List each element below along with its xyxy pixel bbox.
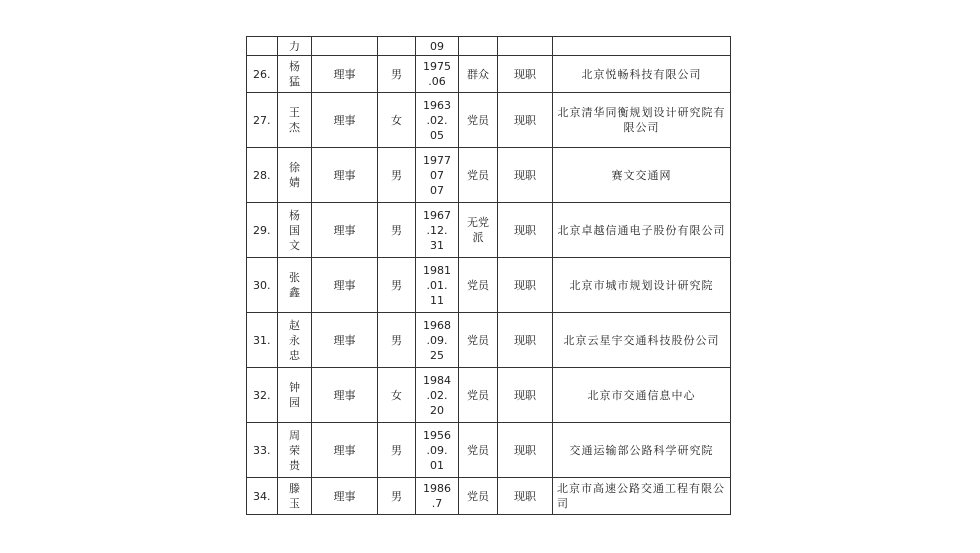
name-cell bbox=[278, 258, 312, 313]
name_chars-part: 园 bbox=[289, 396, 300, 409]
date-cell bbox=[416, 93, 459, 148]
role-cell: 理事 bbox=[312, 203, 378, 258]
org-cell: 北京市交通信息中心 bbox=[553, 368, 731, 423]
name_chars-part: 鑫 bbox=[289, 286, 300, 299]
political-cell: 党员 bbox=[459, 313, 498, 368]
org-cell: 北京市城市规划设计研究院 bbox=[553, 258, 731, 313]
row-number: 29. bbox=[247, 203, 278, 258]
role-cell: 理事 bbox=[312, 313, 378, 368]
org-cell: 北京云星宇交通科技股份公司 bbox=[553, 313, 731, 368]
name_chars-part: 王 bbox=[289, 106, 300, 119]
political-cell: 群众 bbox=[459, 56, 498, 93]
date_parts-part: 05 bbox=[430, 128, 444, 142]
date-cell bbox=[416, 313, 459, 368]
date-cell: 09 bbox=[416, 37, 459, 56]
row-number: 26. bbox=[247, 56, 278, 93]
continuation-row bbox=[247, 37, 731, 56]
name_chars-part: 猛 bbox=[289, 75, 300, 88]
name_chars-part: 张 bbox=[289, 271, 300, 284]
name_chars-part: 荣 bbox=[289, 443, 300, 457]
political-cell: 党员 bbox=[459, 368, 498, 423]
date_parts-part: .02. bbox=[426, 388, 448, 402]
table-row bbox=[247, 203, 731, 258]
gender-cell: 女 bbox=[378, 368, 416, 423]
political-cell: 党员 bbox=[459, 258, 498, 313]
status-cell: 现职 bbox=[498, 368, 553, 423]
table-row bbox=[247, 258, 731, 313]
date_parts-part: 1975 bbox=[423, 60, 451, 73]
status-cell: 现职 bbox=[498, 56, 553, 93]
political-cell: 党员 bbox=[459, 93, 498, 148]
table-row bbox=[247, 56, 731, 93]
date_parts-part: 1986 bbox=[423, 482, 451, 495]
table-row bbox=[247, 148, 731, 203]
name-cell bbox=[278, 313, 312, 368]
role-cell: 理事 bbox=[312, 478, 378, 515]
table-row bbox=[247, 478, 731, 515]
row-number: 27. bbox=[247, 93, 278, 148]
date_parts-part: 07 bbox=[430, 168, 444, 182]
org-cell: 北京悦畅科技有限公司 bbox=[553, 56, 731, 93]
name-cell: 力 bbox=[278, 37, 312, 56]
date_parts-part: 1956 bbox=[423, 428, 451, 442]
date_parts-part: 20 bbox=[430, 403, 444, 417]
gender-cell: 女 bbox=[378, 93, 416, 148]
name_chars-part: 滕 bbox=[289, 482, 300, 495]
status-cell: 现职 bbox=[498, 478, 553, 515]
name_chars-part: 周 bbox=[289, 428, 300, 442]
row-number: 30. bbox=[247, 258, 278, 313]
row-number: 28. bbox=[247, 148, 278, 203]
gender-cell: 男 bbox=[378, 313, 416, 368]
date_parts-part: .12. bbox=[426, 223, 448, 237]
table-row bbox=[247, 423, 731, 478]
name_chars-part: 永 bbox=[289, 333, 300, 347]
date_parts-part: .06 bbox=[428, 75, 446, 88]
date_parts-part: .7 bbox=[431, 497, 443, 510]
date_parts-part: 11 bbox=[430, 293, 444, 307]
row-number: 32. bbox=[247, 368, 278, 423]
name_chars-part: 国 bbox=[289, 223, 300, 237]
name_chars-part: 杰 bbox=[289, 121, 300, 134]
date-cell bbox=[416, 148, 459, 203]
date-cell bbox=[416, 203, 459, 258]
gender-cell: 男 bbox=[378, 148, 416, 203]
name-cell bbox=[278, 93, 312, 148]
date_parts-part: 1968 bbox=[423, 318, 451, 332]
date_parts-part: .01. bbox=[426, 278, 448, 292]
status-cell: 现职 bbox=[498, 93, 553, 148]
row-number: 33. bbox=[247, 423, 278, 478]
name_chars-part: 贵 bbox=[289, 458, 300, 472]
name_chars-part: 文 bbox=[289, 238, 300, 252]
name-cell bbox=[278, 478, 312, 515]
name_chars-part: 忠 bbox=[289, 348, 300, 362]
status-cell: 现职 bbox=[498, 423, 553, 478]
gender-cell: 男 bbox=[378, 423, 416, 478]
name_chars-part: 杨 bbox=[289, 208, 300, 222]
date_parts-part: 07 bbox=[430, 183, 444, 197]
date-cell bbox=[416, 368, 459, 423]
table-row bbox=[247, 368, 731, 423]
date_parts-part: 01 bbox=[430, 458, 444, 472]
date_parts-part: .09. bbox=[426, 443, 448, 457]
org-cell: 交通运输部公路科学研究院 bbox=[553, 423, 731, 478]
name_chars-part: 杨 bbox=[289, 60, 300, 73]
org-cell: 赛文交通网 bbox=[553, 148, 731, 203]
name-cell bbox=[278, 423, 312, 478]
status-cell: 现职 bbox=[498, 148, 553, 203]
date_parts-part: 25 bbox=[430, 348, 444, 362]
date_parts-part: .02. bbox=[426, 113, 448, 127]
political-cell: 党员 bbox=[459, 423, 498, 478]
name-cell bbox=[278, 203, 312, 258]
table-row bbox=[247, 93, 731, 148]
org-cell: 北京清华同衡规划设计研究院有限公司 bbox=[553, 93, 731, 148]
political-cell: 党员 bbox=[459, 148, 498, 203]
date-cell bbox=[416, 478, 459, 515]
org-cell: 北京市高速公路交通工程有限公司 bbox=[553, 478, 731, 515]
status-cell: 现职 bbox=[498, 258, 553, 313]
name-cell bbox=[278, 148, 312, 203]
gender-cell: 男 bbox=[378, 56, 416, 93]
role-cell: 理事 bbox=[312, 56, 378, 93]
gender-cell: 男 bbox=[378, 203, 416, 258]
role-cell: 理事 bbox=[312, 148, 378, 203]
date_parts-part: 1984 bbox=[423, 373, 451, 387]
date-cell bbox=[416, 423, 459, 478]
name_chars-part: 徐 bbox=[289, 161, 300, 174]
name_chars-part: 赵 bbox=[289, 318, 300, 332]
date_parts-part: 1981 bbox=[423, 263, 451, 277]
gender-cell: 男 bbox=[378, 258, 416, 313]
date_parts-part: .09. bbox=[426, 333, 448, 347]
political-cell: 党员 bbox=[459, 478, 498, 515]
role-cell: 理事 bbox=[312, 368, 378, 423]
status-cell: 现职 bbox=[498, 313, 553, 368]
role-cell: 理事 bbox=[312, 258, 378, 313]
row-number: 34. bbox=[247, 478, 278, 515]
name-cell bbox=[278, 56, 312, 93]
date_parts-part: 1977 bbox=[423, 153, 451, 167]
table-row bbox=[247, 313, 731, 368]
date_parts-part: 1963 bbox=[423, 98, 451, 112]
org-cell: 北京卓越信通电子股份有限公司 bbox=[553, 203, 731, 258]
role-cell: 理事 bbox=[312, 423, 378, 478]
status-cell: 现职 bbox=[498, 203, 553, 258]
members-table bbox=[246, 36, 731, 515]
row-number: 31. bbox=[247, 313, 278, 368]
date-cell bbox=[416, 56, 459, 93]
name_chars-part: 玉 bbox=[289, 497, 300, 510]
date_parts-part: 31 bbox=[430, 238, 444, 252]
name_chars-part: 钟 bbox=[289, 381, 300, 394]
date_parts-part: 1967 bbox=[423, 208, 451, 222]
role-cell: 理事 bbox=[312, 93, 378, 148]
name-cell bbox=[278, 368, 312, 423]
political-cell: 无党派 bbox=[459, 203, 498, 258]
name_chars-part: 婧 bbox=[289, 176, 300, 189]
date-cell bbox=[416, 258, 459, 313]
gender-cell: 男 bbox=[378, 478, 416, 515]
